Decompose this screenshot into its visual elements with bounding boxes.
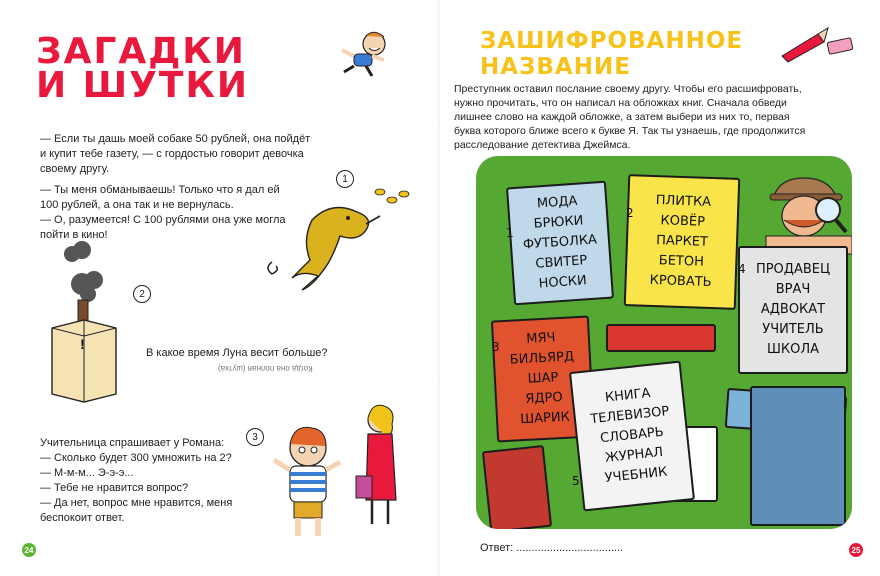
- detective-illustration: [766, 164, 852, 254]
- dog-illustration: [262, 190, 422, 300]
- joke3-line: — М-м-м... Э-э-э...: [40, 467, 134, 479]
- book1-word[interactable]: МОДА: [536, 193, 578, 212]
- book-5-cover[interactable]: [569, 361, 695, 512]
- marker-number: 2: [139, 288, 145, 300]
- book-4-number: 4: [738, 262, 746, 276]
- decor-book-grey-blue: [750, 386, 846, 526]
- joke1-line: своему другу.: [40, 163, 110, 175]
- joke3-text: [40, 436, 270, 526]
- joke3-line: — Тебе не нравится вопрос?: [40, 482, 189, 494]
- boy-and-teacher-illustration: [268, 400, 408, 550]
- book-3-number: 3: [492, 340, 500, 354]
- book-4-cover[interactable]: [738, 246, 848, 374]
- book4-word[interactable]: ШКОЛА: [766, 342, 820, 357]
- book2-word[interactable]: ПАРКЕТ: [655, 233, 709, 250]
- book5-word[interactable]: ЖУРНАЛ: [604, 444, 664, 466]
- decor-book-open: [482, 445, 552, 529]
- book2-word[interactable]: КРОВАТЬ: [649, 272, 712, 291]
- left-title-line1: ЗАГАДКИ: [36, 31, 246, 72]
- instruction-line: буква которого ближе всего к букве Я. Так ты узнаешь, где продолжится: [454, 125, 806, 137]
- right-page: [440, 0, 880, 576]
- book5-word[interactable]: СЛОВАРЬ: [599, 424, 665, 447]
- books-puzzle-panel: [476, 156, 852, 529]
- page-number-left: 24: [22, 543, 36, 557]
- book1-word[interactable]: ФУТБОЛКА: [522, 232, 598, 253]
- instruction-line: расследование детектива Джеймса.: [454, 139, 631, 151]
- riddle-question: В какое время Луна весит больше?: [146, 347, 328, 359]
- joke3-line: беспокоит ответ.: [40, 512, 125, 524]
- book3-word[interactable]: МЯЧ: [525, 330, 556, 347]
- book4-word[interactable]: ПРОДАВЕЦ: [755, 262, 831, 277]
- joke1-line: — Ты меня обманываешь! Только что я дал ей: [40, 184, 280, 196]
- pencil-eraser-icon: [778, 26, 858, 62]
- book3-word[interactable]: ШАРИК: [519, 409, 571, 428]
- decor-book-red: [606, 324, 716, 352]
- page-number-right: 25: [849, 543, 863, 557]
- book3-word[interactable]: ШАР: [527, 370, 559, 387]
- book4-word[interactable]: УЧИТЕЛЬ: [762, 322, 824, 337]
- joke-marker-2: [133, 285, 151, 303]
- book1-word[interactable]: НОСКИ: [538, 273, 588, 292]
- book2-word[interactable]: БЕТОН: [658, 253, 705, 270]
- book3-word[interactable]: ЯДРО: [525, 390, 564, 407]
- book2-word[interactable]: КОВЁР: [660, 213, 706, 230]
- book4-word[interactable]: АДВОКАТ: [760, 302, 826, 317]
- instruction-line: нужно прочитать, что он написал на обложках книг. Сначала обведи: [454, 97, 787, 109]
- puzzle-instructions: [454, 82, 862, 152]
- riddle-answer-upside-down: Когда она полная (шутка): [218, 364, 313, 373]
- joke-marker-1: [336, 170, 354, 188]
- book4-word[interactable]: ВРАЧ: [775, 282, 811, 297]
- marker-number: 1: [342, 173, 348, 185]
- book5-word[interactable]: ТЕЛЕВИЗОР: [589, 404, 671, 428]
- joke1-line: 100 рублей, а она так и не вернулась.: [40, 199, 234, 211]
- book1-word[interactable]: БРЮКИ: [533, 213, 584, 232]
- left-title-line2: И ШУТКИ: [36, 65, 250, 106]
- instruction-line: Преступник оставил послание своему другу. Чтобы его расшифровать,: [454, 83, 802, 95]
- joke1-line: и купит тебе газету, — с гордостью говорит девочка: [40, 148, 304, 160]
- joke3-line: — Да нет, вопрос мне нравится, меня: [40, 497, 233, 509]
- box-exclamation: !: [80, 336, 85, 352]
- marker-number: 3: [252, 431, 258, 443]
- book5-word[interactable]: КНИГА: [604, 385, 652, 406]
- book-2-cover[interactable]: [624, 174, 741, 310]
- box-illustration: [44, 300, 124, 410]
- joke1-line: — О, разумеется! С 100 рублями она уже могла: [40, 214, 286, 226]
- joke1-line: — Если ты дашь моей собаке 50 рублей, она пойдёт: [40, 133, 311, 145]
- book-1-number: 1: [506, 226, 514, 240]
- book5-word[interactable]: УЧЕБНИК: [604, 464, 669, 487]
- joke1-line: пойти в кино!: [40, 229, 108, 241]
- book-2-number: 2: [626, 206, 634, 220]
- running-boy-illustration: [336, 28, 396, 78]
- book-5-number: 5: [572, 474, 580, 488]
- joke3-line: Учительница спрашивает у Романа:: [40, 437, 225, 449]
- answer-field[interactable]: Ответ: ...................................: [480, 542, 624, 554]
- right-title-line1: ЗАШИФРОВАННОЕ: [480, 28, 744, 54]
- book3-word[interactable]: БИЛЬЯРД: [509, 349, 575, 368]
- instruction-line: лишнее слово на каждой обложке, а затем выбери из них то, первая: [454, 111, 790, 123]
- book-1-cover[interactable]: [506, 181, 614, 306]
- book2-word[interactable]: ПЛИТКА: [655, 193, 712, 210]
- book1-word[interactable]: СВИТЕР: [535, 253, 588, 272]
- joke3-line: — Сколько будет 300 умножить на 2?: [40, 452, 232, 464]
- right-title-line2: НАЗВАНИЕ: [480, 54, 631, 80]
